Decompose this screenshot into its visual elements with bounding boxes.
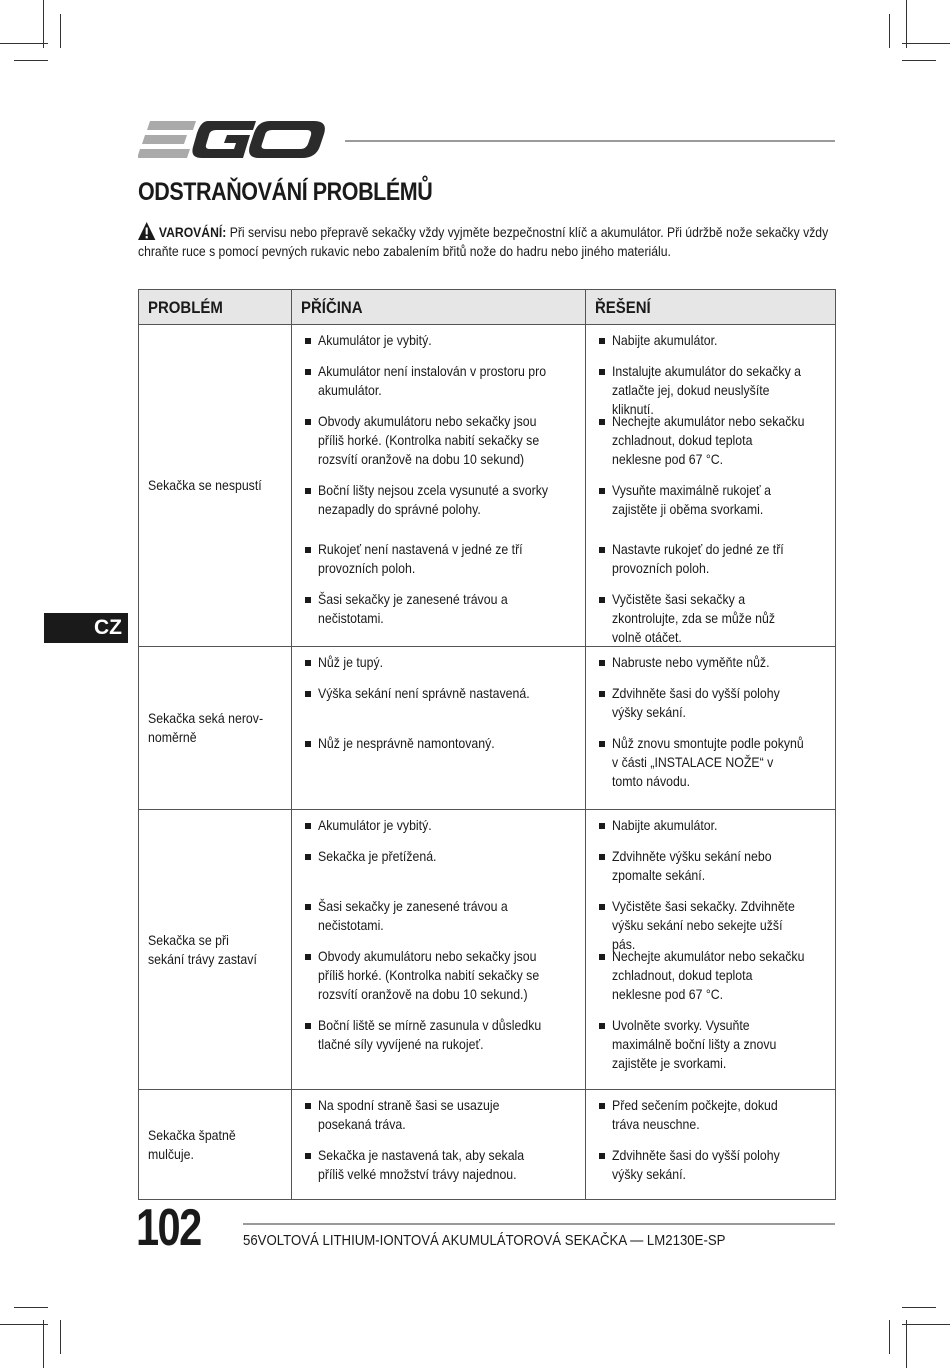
- header-solution: ŘEŠENÍ: [586, 290, 836, 325]
- solution-item: [586, 412, 835, 481]
- solution-text: Uvolněte svorky. Vysuňte maximálně boční lišty a znovu zajistěte je svorkami.: [612, 1017, 777, 1071]
- bullet-icon: [305, 691, 311, 697]
- solution-text: Nabijte akumulátor.: [612, 332, 718, 348]
- bullet-icon: [599, 823, 605, 829]
- cause-item: [292, 684, 585, 734]
- cause-text: Sekačka je nastavená tak, aby sekala příliš velké množství trávy najednou.: [318, 1147, 525, 1182]
- table-row: [139, 1090, 836, 1200]
- crop-mark: [60, 1320, 61, 1354]
- page-number: 102: [136, 1199, 201, 1257]
- solution-text: Zdvihněte výšku sekání nebo zpomalte sekání.: [612, 848, 772, 883]
- cause-text: Výška sekání není správně nastavená.: [318, 685, 530, 701]
- bullet-icon: [599, 904, 605, 910]
- problem-cell: Sekačka se nespustí: [139, 325, 292, 647]
- cause-text: Boční liště se mírně zasunula v důsledku tlačné síly vyvíjené na rukojeť.: [318, 1017, 542, 1052]
- cause-text: Nůž je nesprávně namontovaný.: [318, 735, 495, 751]
- problem-cell: Sekačka špatně mulčuje.: [139, 1090, 292, 1200]
- cause-item: [292, 590, 585, 640]
- solution-item: [586, 540, 835, 590]
- bullet-icon: [305, 488, 311, 494]
- crop-mark: [889, 14, 890, 48]
- bullet-icon: [305, 741, 311, 747]
- table-row: [139, 325, 836, 647]
- bullet-icon: [599, 597, 605, 603]
- bullet-icon: [305, 597, 311, 603]
- cause-text: Šasi sekačky je zanesené trávou a nečistotami.: [318, 898, 508, 933]
- crop-mark: [889, 1320, 890, 1354]
- cause-text: Sekačka je přetížená.: [318, 848, 437, 864]
- problem-cell: Sekačka se při sekání trávy zastaví: [139, 810, 292, 1090]
- solution-item: [586, 816, 835, 847]
- bullet-icon: [305, 904, 311, 910]
- footer-text: 56VOLTOVÁ LITHIUM-IONTOVÁ AKUMULÁTOROVÁ SEKAČKA — LM2130E-SP: [243, 1232, 726, 1249]
- bullet-icon: [599, 691, 605, 697]
- solution-text: Zdvihněte šasi do vyšší polohy výšky sekání.: [612, 685, 780, 720]
- bullet-icon: [305, 338, 311, 344]
- bullet-icon: [599, 547, 605, 553]
- cause-item: [292, 1146, 585, 1193]
- crop-mark: [0, 1324, 48, 1325]
- solution-text: Nůž znovu smontujte podle pokynů v části „INSTALACE NOŽE“ v tomto návodu.: [612, 735, 804, 789]
- crop-mark: [902, 1307, 936, 1308]
- cause-text: Na spodní straně šasi se usazuje posekaná tráva.: [318, 1097, 500, 1132]
- cause-item: [292, 1096, 585, 1146]
- table-row: [139, 647, 836, 810]
- bullet-icon: [599, 419, 605, 425]
- solution-item: [586, 847, 835, 897]
- cause-cell: [292, 647, 586, 810]
- solution-item: [586, 897, 835, 952]
- header-rule: [345, 140, 835, 142]
- solution-text: Nabruste nebo vyměňte nůž.: [612, 654, 770, 670]
- bullet-icon: [599, 338, 605, 344]
- cause-text: Boční lišty nejsou zcela vysunuté a svorky nezapadly do správné polohy.: [318, 482, 549, 517]
- solution-item: [586, 947, 835, 1016]
- bullet-icon: [599, 369, 605, 375]
- solution-item: [586, 1016, 835, 1083]
- cause-item: [292, 734, 585, 803]
- solution-item: [586, 331, 835, 362]
- cause-cell: [292, 325, 586, 647]
- crop-mark: [60, 14, 61, 48]
- cause-item: [292, 1016, 585, 1083]
- crop-mark: [14, 1307, 48, 1308]
- cause-item: [292, 481, 585, 540]
- solution-cell: [586, 325, 836, 647]
- crop-mark: [0, 43, 48, 44]
- header-problem: PROBLÉM: [139, 290, 292, 325]
- cause-item: [292, 362, 585, 412]
- solution-text: Vyčistěte šasi sekačky a zkontrolujte, zda se může nůž volně otáčet.: [612, 591, 775, 645]
- crop-mark: [902, 1324, 950, 1325]
- solution-cell: [586, 1090, 836, 1200]
- solution-text: Zdvihněte šasi do vyšší polohy výšky sekání.: [612, 1147, 780, 1182]
- cause-text: Akumulátor je vybitý.: [318, 332, 432, 348]
- bullet-icon: [305, 1103, 311, 1109]
- solution-item: [586, 362, 835, 417]
- cause-text: Nůž je tupý.: [318, 654, 384, 670]
- troubleshooting-table: [138, 289, 836, 1200]
- solution-item: [586, 590, 835, 645]
- warning-paragraph: [138, 222, 834, 261]
- solution-item: [586, 653, 835, 684]
- solution-text: Vysuňte maximálně rukojeť a zajistěte ji oběma svorkami.: [612, 482, 771, 517]
- solution-cell: [586, 647, 836, 810]
- cause-text: Šasi sekačky je zanesené trávou a nečistotami.: [318, 591, 508, 626]
- crop-mark: [906, 0, 907, 48]
- cause-item: [292, 816, 585, 847]
- bullet-icon: [305, 1153, 311, 1159]
- bullet-icon: [599, 741, 605, 747]
- bullet-icon: [599, 488, 605, 494]
- warning-label: VAROVÁNÍ:: [158, 224, 227, 240]
- cause-cell: [292, 1090, 586, 1200]
- cause-text: Akumulátor je vybitý.: [318, 817, 432, 833]
- solution-text: Nechejte akumulátor nebo sekačku zchladnout, dokud teplota neklesne pod 67 °C.: [612, 413, 805, 467]
- warning-triangle-icon: [138, 222, 155, 240]
- bullet-icon: [599, 1023, 605, 1029]
- crop-mark: [14, 60, 48, 61]
- bullet-icon: [305, 369, 311, 375]
- bullet-icon: [599, 1153, 605, 1159]
- cause-item: [292, 897, 585, 947]
- cause-item: [292, 847, 585, 897]
- page-title: ODSTRAŇOVÁNÍ PROBLÉMŮ: [138, 178, 433, 206]
- ego-logo: [138, 118, 328, 162]
- solution-cell: [586, 810, 836, 1090]
- header-cause: PŘÍČINA: [292, 290, 586, 325]
- cause-item: [292, 412, 585, 481]
- cause-text: Akumulátor není instalován v prostoru pro akumulátor.: [318, 363, 547, 398]
- solution-text: Před sečením počkejte, dokud tráva neuschne.: [612, 1097, 778, 1132]
- bullet-icon: [305, 954, 311, 960]
- table-row: [139, 810, 836, 1090]
- bullet-icon: [599, 854, 605, 860]
- solution-text: Nabijte akumulátor.: [612, 817, 718, 833]
- cause-item: [292, 947, 585, 1016]
- solution-item: [586, 1096, 835, 1146]
- solution-item: [586, 481, 835, 540]
- cause-item: [292, 540, 585, 590]
- cause-item: [292, 653, 585, 684]
- solution-item: [586, 734, 835, 803]
- bullet-icon: [305, 660, 311, 666]
- bullet-icon: [599, 954, 605, 960]
- bullet-icon: [599, 660, 605, 666]
- table-header-row: [139, 290, 836, 325]
- footer-rule: [243, 1223, 835, 1225]
- cause-text: Obvody akumulátoru nebo sekačky jsou příliš horké. (Kontrolka nabití sekačky se rozsvítí oranžově na dobu 10 sekund): [318, 413, 540, 467]
- solution-item: [586, 684, 835, 734]
- solution-item: [586, 1146, 835, 1193]
- cause-cell: [292, 810, 586, 1090]
- bullet-icon: [305, 1023, 311, 1029]
- bullet-icon: [305, 419, 311, 425]
- bullet-icon: [305, 823, 311, 829]
- warning-text: Při servisu nebo přepravě sekačky vždy vyjměte bezpečnostní klíč a akumulátor. Při údržbě nože sekačky vždy chraňte ruce s pomocí pevných rukavic nebo zabalením břitů nože do hadru nebo jiného materiálu.: [138, 224, 829, 259]
- bullet-icon: [305, 854, 311, 860]
- bullet-icon: [599, 1103, 605, 1109]
- solution-text: Nechejte akumulátor nebo sekačku zchladnout, dokud teplota neklesne pod 67 °C.: [612, 948, 805, 1002]
- cause-text: Obvody akumulátoru nebo sekačky jsou příliš horké. (Kontrolka nabití sekačky se rozsvítí oranžově na dobu 10 sekund.): [318, 948, 540, 1002]
- crop-mark: [906, 1320, 907, 1368]
- crop-mark: [43, 0, 44, 48]
- crop-mark: [43, 1320, 44, 1368]
- solution-text: Nastavte rukojeť do jedné ze tří provozních poloh.: [612, 541, 784, 576]
- solution-text: Vyčistěte šasi sekačky. Zdvihněte výšku sekání nebo sekejte užší pás.: [612, 898, 795, 952]
- crop-mark: [902, 43, 950, 44]
- cause-text: Rukojeť není nastavená v jedné ze tří provozních poloh.: [318, 541, 523, 576]
- cause-item: [292, 331, 585, 362]
- language-tab: CZ: [44, 613, 128, 643]
- problem-cell: Sekačka seká nerov- noměrně: [139, 647, 292, 810]
- crop-mark: [902, 60, 936, 61]
- solution-text: Instalujte akumulátor do sekačky a zatlačte jej, dokud neuslyšíte kliknutí.: [612, 363, 802, 417]
- bullet-icon: [305, 547, 311, 553]
